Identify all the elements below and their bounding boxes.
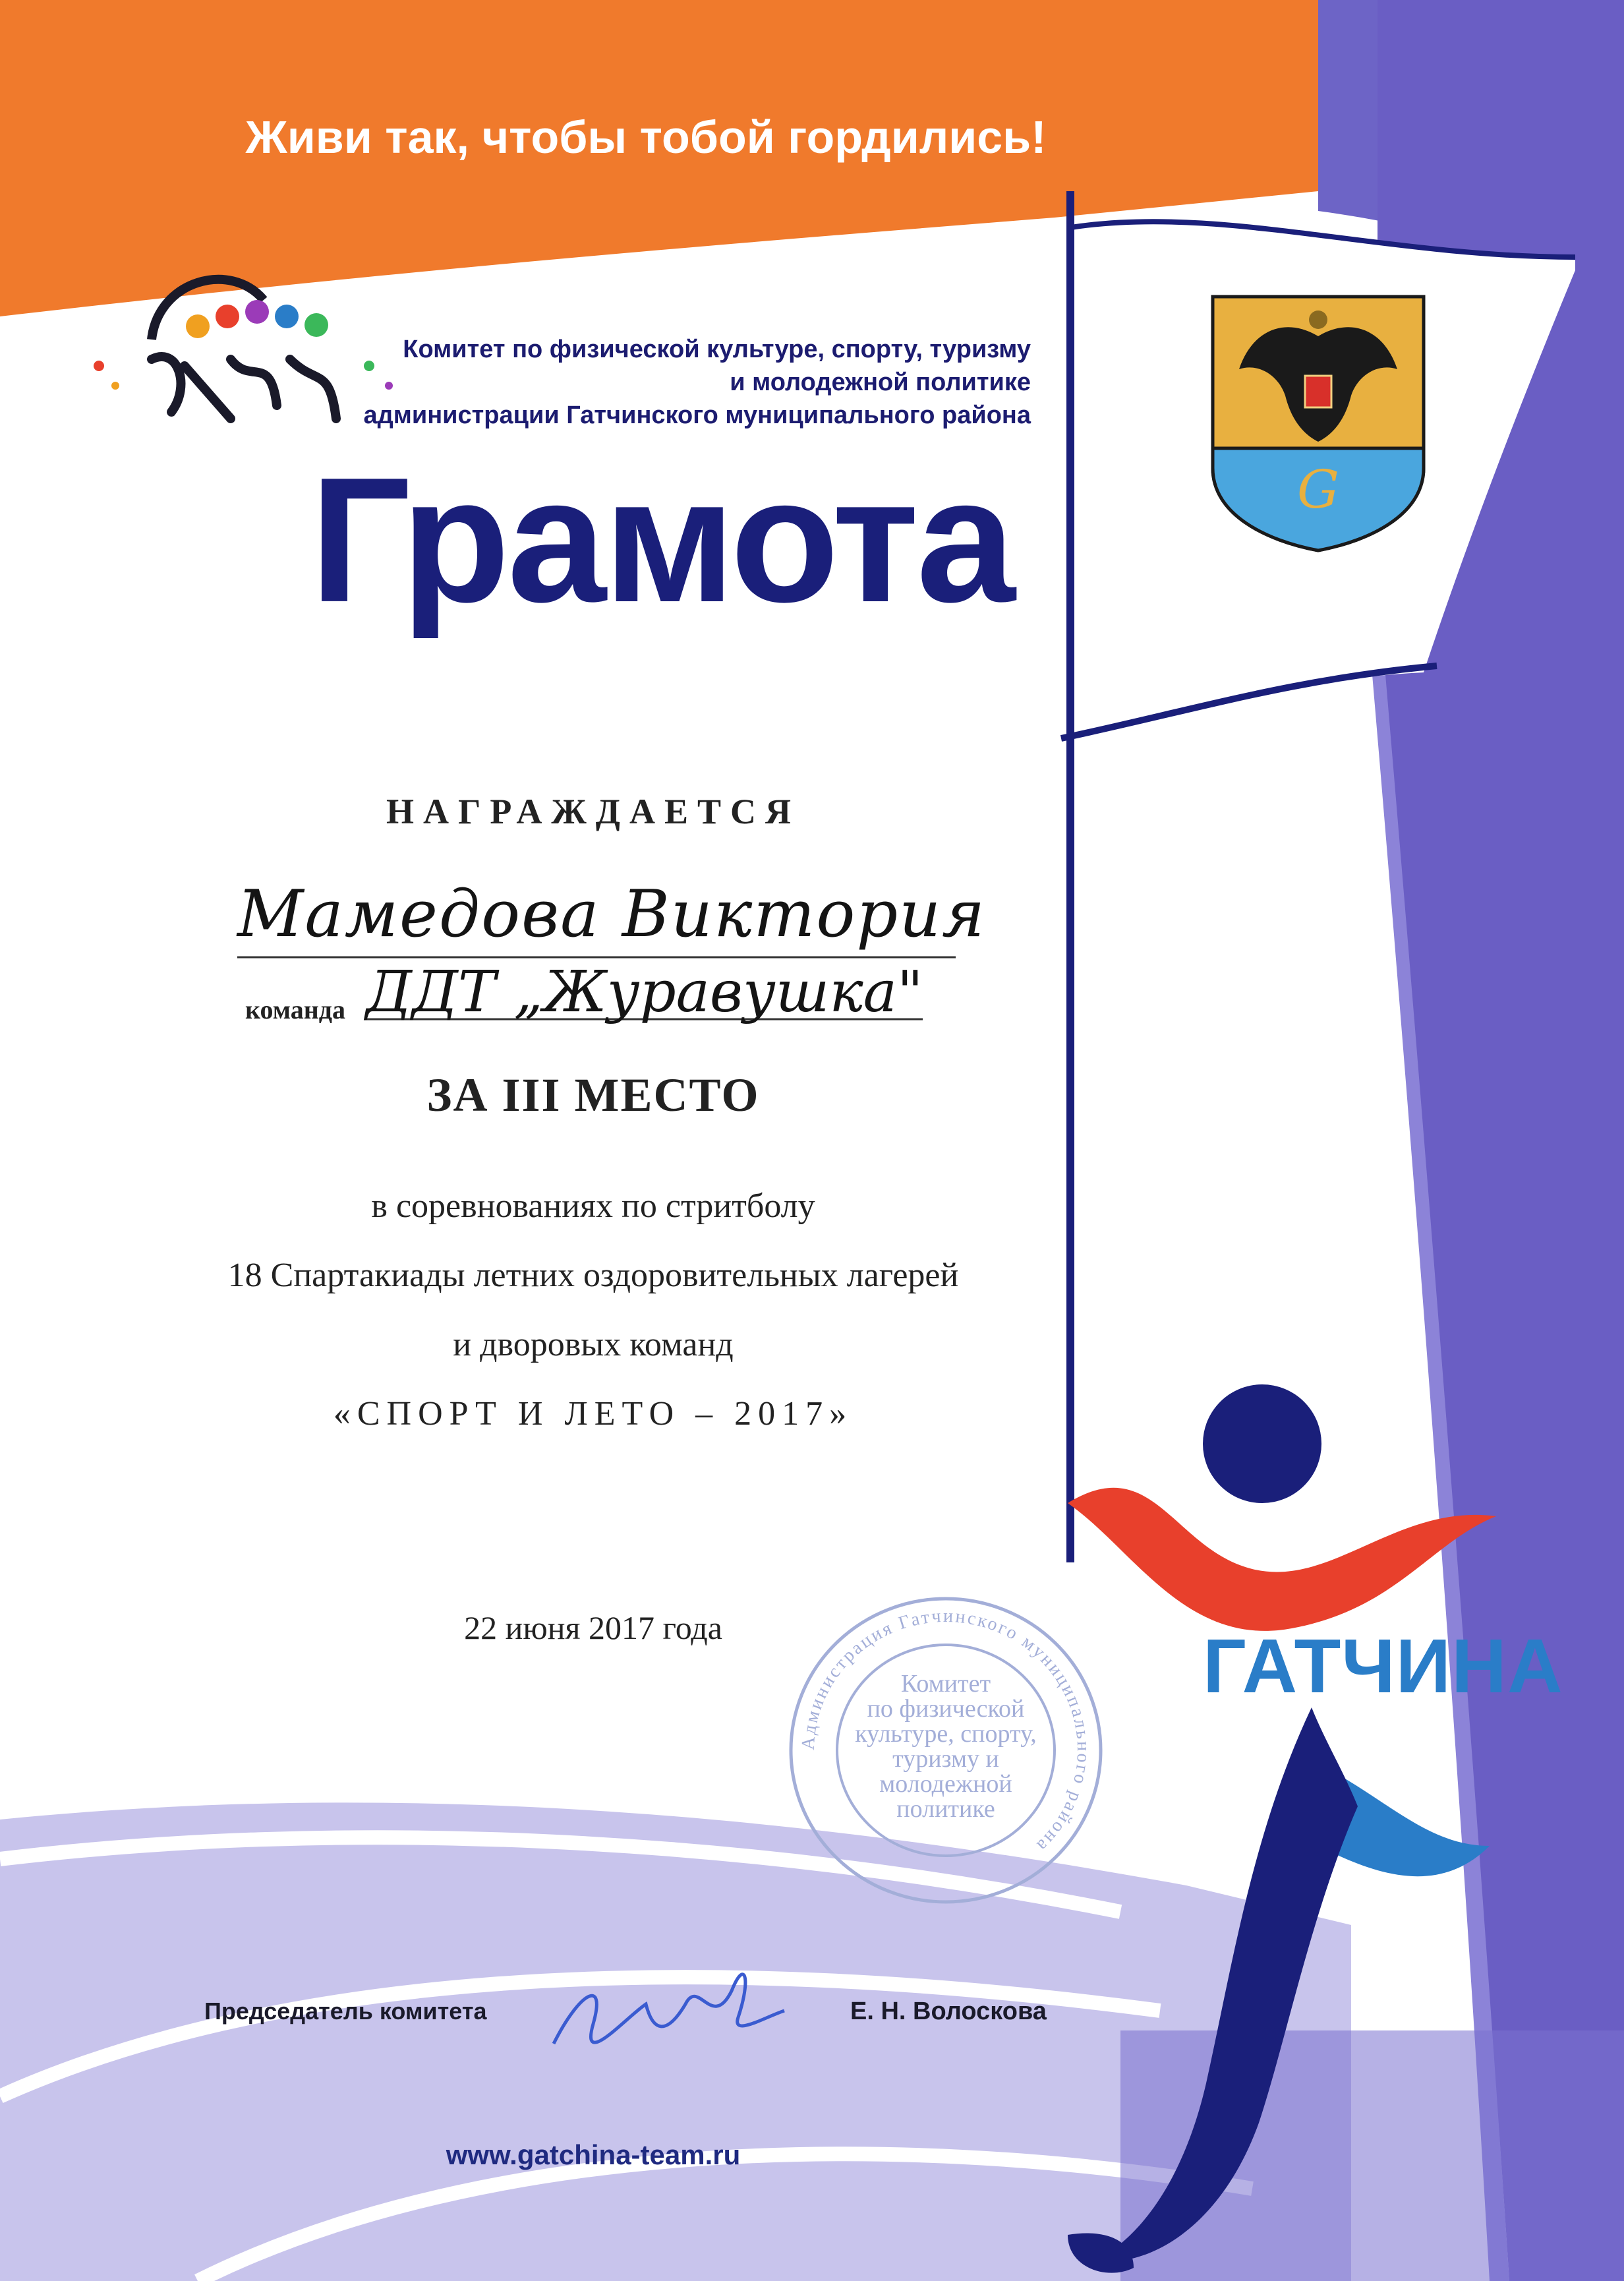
signer-name: Е. Н. Волоскова [850,1998,1047,2025]
stamp-line: Комитет [900,1670,991,1698]
place-text: ЗА III МЕСТО [426,1069,760,1121]
event-line: 18 Спартакиады летних оздоровительных лагерей [227,1257,959,1294]
certificate-title: Грамота [310,441,1013,639]
coat-of-arms [1206,290,1430,554]
stamp-line: культуре, спорту, [855,1720,1037,1748]
committee-line: администрации Гатчинского муниципального района [363,401,1031,429]
event-line: в соревнованиях по стритболу [371,1187,815,1225]
svg-text:G: G [1297,459,1339,520]
website-url[interactable]: www.gatchina-team.ru [446,2139,741,2170]
official-stamp [781,1589,1111,1912]
team-name: ДДТ „Журавушка" [366,959,923,1025]
stamp-center [781,1671,1111,1822]
team-label: команда [245,995,346,1024]
award-date: 22 июня 2017 года [464,1609,722,1646]
event-title: «СПОРТ И ЛЕТО – 2017» [333,1395,854,1433]
stamp-line: молодежной [879,1770,1012,1798]
awarded-heading: НАГРАЖДАЕТСЯ [386,792,800,831]
runner-head [1203,1384,1321,1503]
committee-line: и молодежной политике [730,369,1031,396]
chair-label: Председатель комитета [204,1998,487,2025]
committee-line: Комитет по физической культуре, спорту, туризму [403,336,1031,363]
recipient-name: Мамедова Виктория [237,877,987,952]
stamp-line: политике [896,1795,995,1823]
committee-name [174,333,1031,432]
city-name: ГАТЧИНА [1203,1623,1563,1709]
stamp-ring-text: Администрация Гатчинского муниципального района [798,1605,1094,1857]
event-line: и дворовых команд [453,1326,734,1363]
stamp-line: туризму и [892,1745,999,1773]
motto: Живи так, чтобы тобой гордились! [245,111,1047,163]
stamp-line: по физической [867,1695,1025,1723]
